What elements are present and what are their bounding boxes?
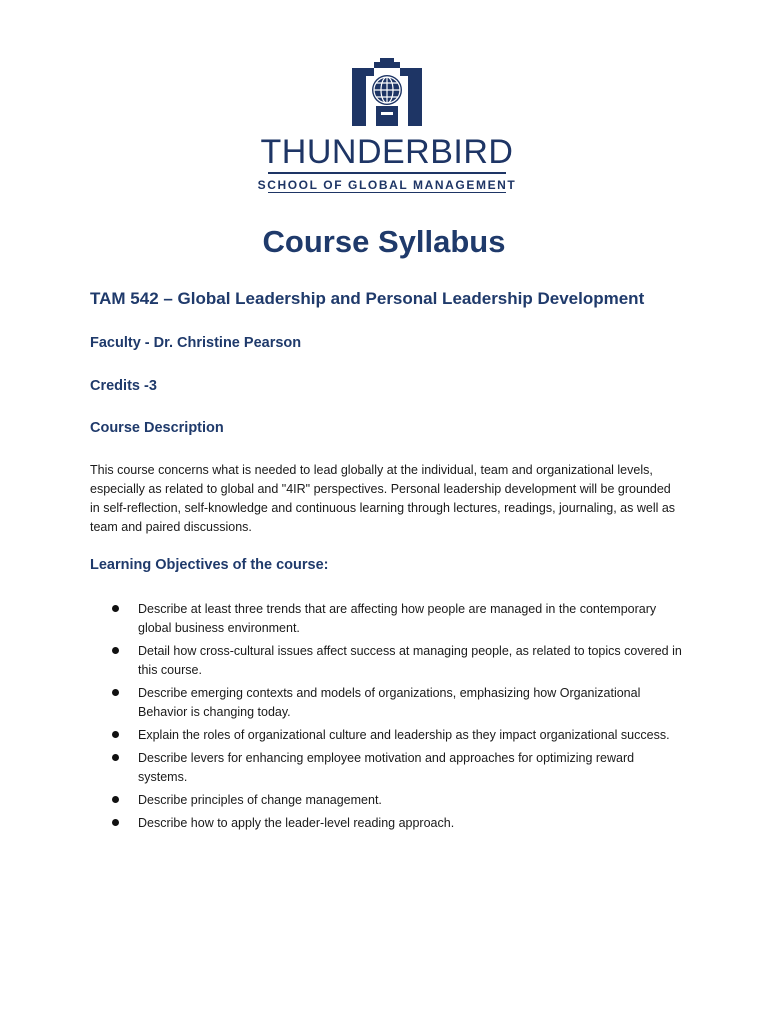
objectives-heading: Learning Objectives of the course: bbox=[90, 557, 329, 573]
objective-text: Describe levers for enhancing employee motivation and approaches for optimizing reward systems. bbox=[138, 751, 635, 784]
faculty-line: Faculty - Dr. Christine Pearson bbox=[90, 335, 302, 351]
objective-text: Describe how to apply the leader-level reading approach. bbox=[138, 816, 455, 830]
bullet-icon bbox=[112, 754, 119, 761]
list-item bbox=[112, 600, 682, 638]
description-heading: Course Description bbox=[90, 420, 224, 436]
list-item bbox=[112, 791, 682, 810]
bullet-icon bbox=[112, 796, 119, 803]
objective-text: Describe principles of change management. bbox=[138, 793, 382, 807]
list-item bbox=[112, 726, 682, 745]
bullet-icon bbox=[112, 647, 119, 654]
brand-divider bbox=[268, 172, 506, 174]
list-item bbox=[112, 642, 682, 680]
bullet-icon bbox=[112, 605, 119, 612]
bullet-icon bbox=[112, 731, 119, 738]
brand-wordmark: THUNDERBIRD bbox=[260, 133, 514, 171]
objective-text: Describe emerging contexts and models of organizations, emphasizing how Organizational Behavior is changing today. bbox=[138, 686, 641, 719]
objective-text: Detail how cross-cultural issues affect success at managing people, as related to topics covered in this course. bbox=[138, 644, 682, 677]
list-item bbox=[112, 749, 682, 787]
course-description: This course concerns what is needed to lead globally at the individual, team and organizational levels, especially as related to global and "4IR" perspectives. Personal leadership development will be grounded in self-reflection, self-knowledge and continuous learning through lectures, readings, journaling, as well as team and paired discussions. bbox=[90, 463, 676, 534]
brand-underline bbox=[268, 192, 506, 193]
objective-text: Describe at least three trends that are affecting how people are managed in the contemporary global business environment. bbox=[138, 602, 657, 635]
credits-line: Credits -3 bbox=[90, 378, 157, 394]
list-item bbox=[112, 814, 682, 833]
bullet-icon bbox=[112, 819, 119, 826]
list-item bbox=[112, 684, 682, 722]
objectives-list bbox=[112, 600, 682, 837]
bullet-icon bbox=[112, 689, 119, 696]
course-title: TAM 542 – Global Leadership and Personal Leadership Development bbox=[90, 289, 645, 308]
page-title: Course Syllabus bbox=[262, 224, 506, 259]
brand-tagline: SCHOOL OF GLOBAL MANAGEMENT bbox=[257, 178, 517, 192]
thunderbird-emblem-icon bbox=[352, 58, 422, 126]
objective-text: Explain the roles of organizational culture and leadership as they impact organizational success. bbox=[138, 728, 670, 742]
